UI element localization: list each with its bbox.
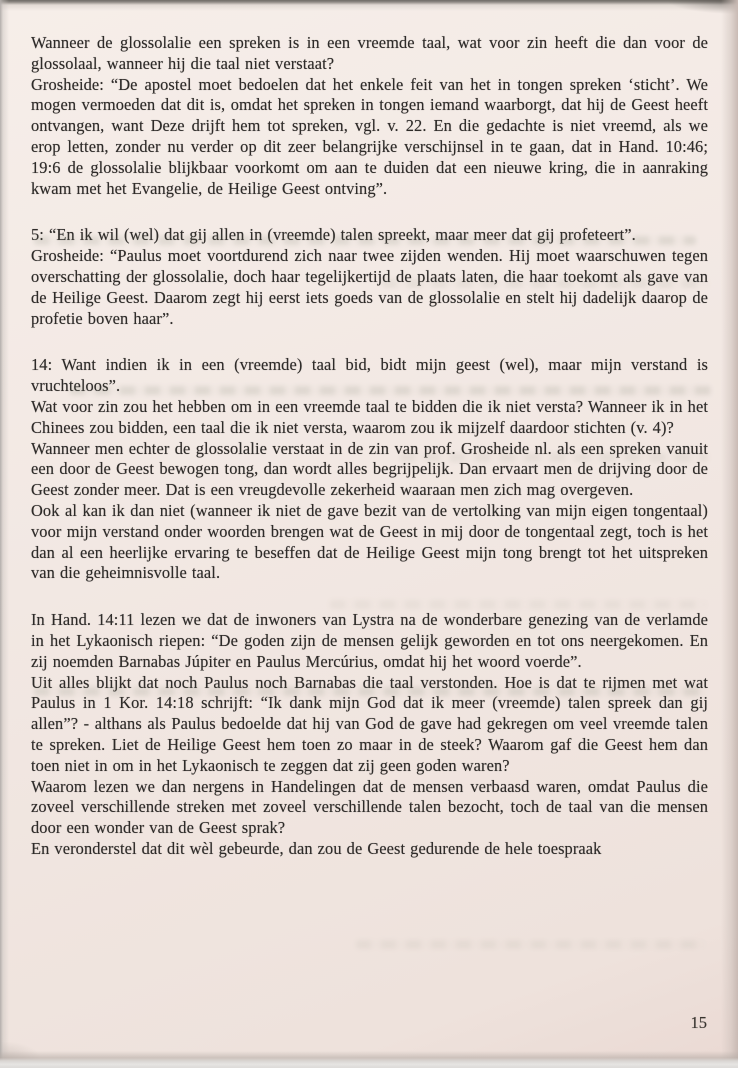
paragraph-verse-quote: 5: “En ik wil (wel) dat gij allen in (vreemde) talen spreekt, maar meer dat gij profeteert”. <box>31 225 636 245</box>
paragraph: Uit alles blijkt dat noch Paulus noch Barnabas die taal verstonden. Hoe is dat te rijmen met wat Paulus in 1 Kor. 14:18 schrijft: “Ik dank mijn God dat ik meer (vreemde) talen spreek dan gij allen”? - althans als Paulus bedoelde dat hij van God de gave had gekregen om veel vreemde talen te spreken. Liet de Heilige Geest hem toen zo maar in de steek? Waarom gaf die Geest hem dan toen niet in om in het Lykaonisch te zeggen dat zij geen goden waren? <box>31 672 708 775</box>
paragraph: In Hand. 14:11 lezen we dat de inwoners van Lystra na de wonderbare genezing van de verlamde in het Lykaonisch riepen: “De goden zijn de mensen gelijk geworden en tot ons neergekomen. En zij noemden Barnabas Júpiter en Paulus Mercúrius, omdat hij het woord voerde”. <box>31 610 708 671</box>
scan-edge-left <box>0 0 9 1068</box>
bleedthrough-ghost <box>34 236 696 245</box>
page-number: 15 <box>690 1013 707 1032</box>
scan-edge-top <box>0 0 738 11</box>
bleedthrough-ghost <box>330 600 706 609</box>
paragraph: Grosheide: “Paulus moet voortdurend zich naar twee zijden wenden. Hij moet waarschuwen tegen overschatting der glossolalie, doch haar tegelijkertijd de plaats laten, die haar toekomt als gave van de Heilige Geest. Daarom zegt hij eerst iets goeds van de glossolalie en stelt hij dadelijk daarop de profetie boven haar”. <box>31 246 708 328</box>
scan-edge-bottom <box>0 1051 738 1068</box>
bleedthrough-ghost <box>382 279 708 288</box>
paragraph: Wanneer de glossolalie een spreken is in een vreemde taal, wat voor zin heeft die dan voor de glossolaal, wanneer hij die taal niet verstaat? <box>31 33 708 73</box>
bleedthrough-ghost <box>400 453 708 462</box>
bleedthrough-ghost <box>356 940 706 949</box>
paragraph: Wat voor zin zou het hebben om in een vreemde taal te bidden die ik niet versta? Wanneer ik in het Chinees zou bidden, een taal die ik niet versta, waarom zou ik mijzelf daardoor stichten (v. 4)? <box>31 396 708 437</box>
paragraph: Wanneer men echter de glossolalie verstaat in de zin van prof. Grosheide nl. als een spreken vanuit een door de Geest bewogen tong, dan wordt alles begrijpelijk. Dan ervaart men de drijving door de Geest zonder meer. Dat is een vreugdevolle zekerheid waaraan men zich mag overgeven. <box>31 438 708 500</box>
paragraph: En veronderstel dat dit wèl gebeurde, dan zou de Geest gedurende de hele toespraak <box>31 838 602 858</box>
paragraph: Waarom lezen we dan nergens in Handelingen dat de mensen verbaasd waren, omdat Paulus die zoveel verschillende streken met zoveel verschillende talen bezocht, toch de taal van die mensen door een wonder van de Geest sprak? <box>31 776 708 838</box>
bleedthrough-ghost <box>70 386 712 395</box>
paragraph-verse-quote: 14: Want indien ik in een (vreemde) taal bid, bidt mijn geest (wel), maar mijn verstand is vruchteloos”. <box>31 355 708 396</box>
paragraph: Ook al kan ik dan niet (wanneer ik niet de gave bezit van de vertolking van mijn eigen tongentaal) voor mijn verstand onder woorden brengen wat de Geest in mij door de tongentaal zegt, toch is het dan al een heerlijke ervaring te beseffen dat de Heilige Geest mijn tong brengt tot het uitspreken van die geheimnisvolle taal. <box>31 500 708 583</box>
bleedthrough-ghost <box>34 687 706 696</box>
body-text <box>31 33 708 860</box>
scan-edge-right <box>721 0 738 1068</box>
paragraph: Grosheide: “De apostel moet bedoelen dat het enkele feit van het in tongen spreken ‘sticht’. We mogen vermoeden dat dit is, omdat het spreken in tongen iemand waarborgt, dat hij de Geest heeft ontvangen, want Deze drijft hem tot spreken, vgl. v. 22. En die gedachte is niet vreemd, als we erop letten, zonder nu verder op dit zeer belangrijke verschijnsel in te gaan, dat in Hand. 10:46; 19:6 de glossolalie blijkbaar voorkomt om aan te duiden dat een nieuwe kring, die in aanraking kwam met het Evangelie, de Heilige Geest ontving”. <box>31 74 708 198</box>
